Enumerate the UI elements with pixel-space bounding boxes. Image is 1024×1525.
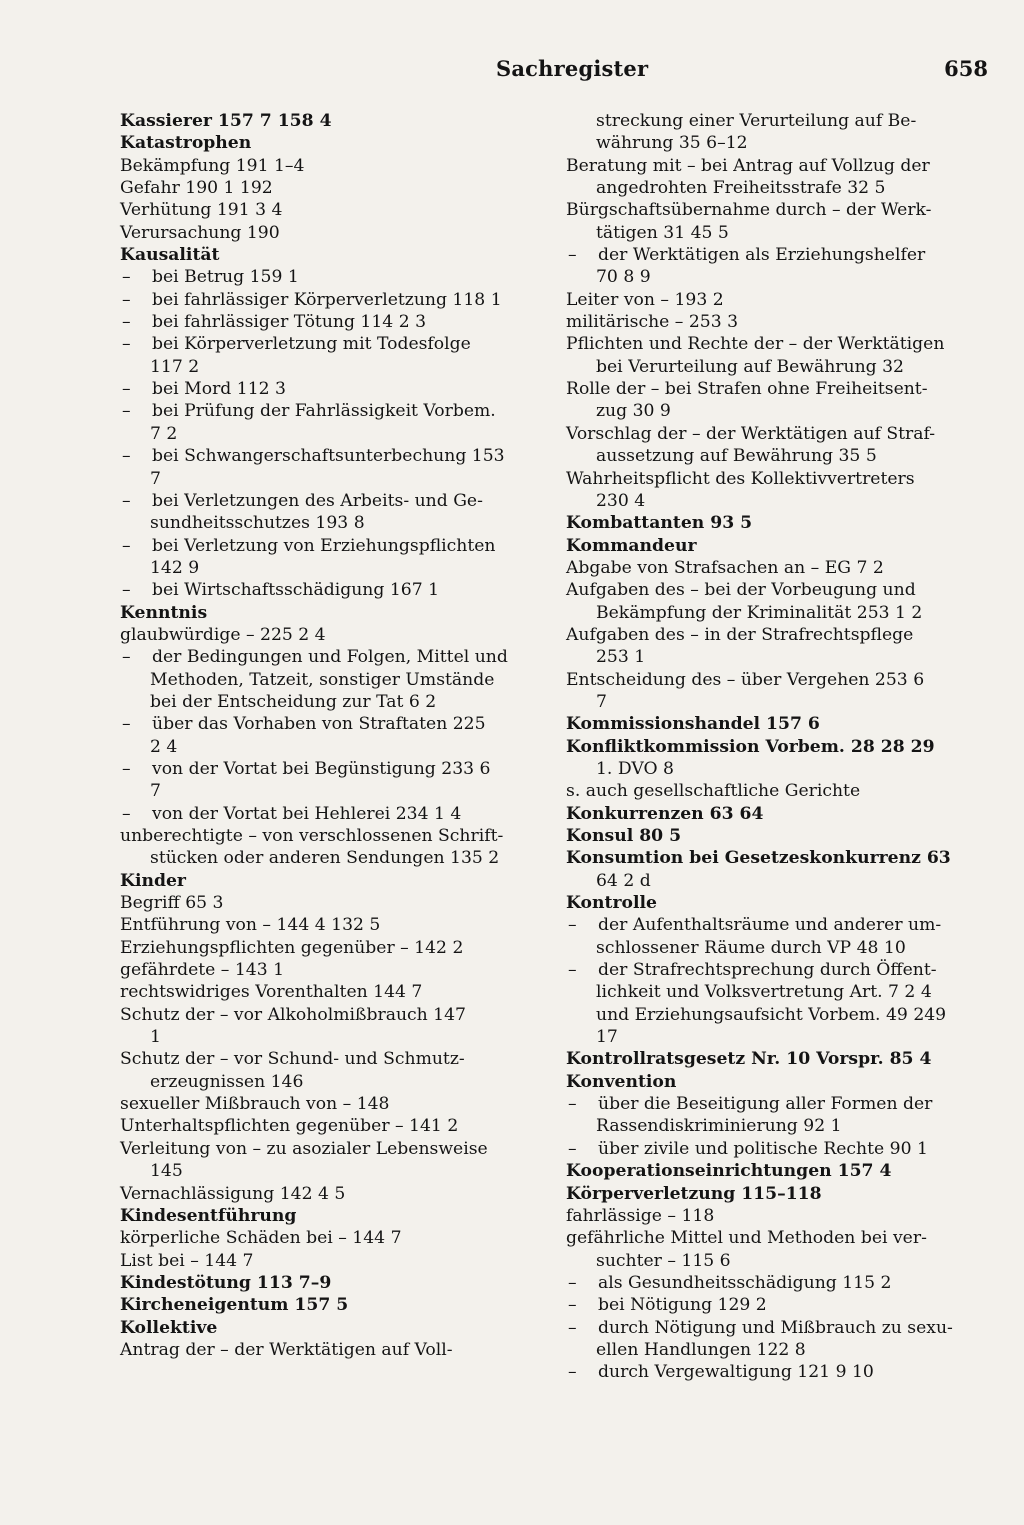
index-entry: Erziehungspflichten gegenüber – 142 2	[120, 937, 464, 958]
index-heading: Katastrophen	[120, 133, 252, 154]
index-heading: Kindestötung 113 7–9	[120, 1272, 332, 1293]
index-entry: 7 2	[150, 423, 178, 444]
index-heading: Konsul 80 5	[566, 826, 682, 846]
index-entry: 1. DVO 8	[596, 758, 674, 779]
index-entry: – der Werktätigen als Erziehungshelfer	[566, 244, 992, 266]
index-entry: 2 4	[150, 736, 178, 757]
index-entry: Rassendiskriminierung 92 1	[596, 1116, 842, 1137]
index-entry: Wahrheitspflicht des Kollektivvertreters	[566, 468, 915, 489]
index-entry: Gefahr 190 1 192	[120, 178, 273, 199]
index-entry: – als Gesundheitsschädigung 115 2	[566, 1272, 992, 1294]
index-heading: Kombattanten 93 5	[566, 513, 753, 534]
index-entry: – über die Beseitigung aller Formen der	[566, 1093, 992, 1115]
index-heading: Kinder	[120, 870, 186, 891]
index-entry: 142 9	[150, 557, 200, 578]
index-entry: währung 35 6–12	[596, 133, 748, 154]
index-entry: Unterhaltspflichten gegenüber – 141 2	[120, 1116, 459, 1137]
index-entry: suchter – 115 6	[596, 1250, 731, 1271]
index-entry: ellen Handlungen 122 8	[596, 1339, 806, 1360]
index-entry: 253 1	[596, 647, 646, 668]
index-entry: Schutz der – vor Schund- und Schmutz-	[120, 1049, 465, 1070]
index-entry: angedrohten Freiheitsstrafe 32 5	[596, 178, 886, 199]
index-entry: Aufgaben des – in der Strafrechtspflege	[566, 624, 914, 645]
index-entry: Rolle der – bei Strafen ohne Freiheitsent-	[566, 379, 928, 400]
index-entry: – bei Schwangerschaftsunterbechung 153	[120, 445, 545, 467]
index-heading: Konkurrenzen 63 64	[566, 803, 764, 824]
index-entry: Bekämpfung 191 1–4	[120, 155, 305, 176]
index-entry: – durch Nötigung und Mißbrauch zu sexu-	[566, 1317, 992, 1339]
index-entry: – der Aufenthaltsräume und anderer um-	[566, 914, 992, 936]
index-entry: Leiter von – 193 2	[566, 289, 724, 310]
index-entry: stücken oder anderen Sendungen 135 2	[150, 848, 500, 869]
index-entry: Bekämpfung der Kriminalität 253 1 2	[596, 602, 923, 623]
page-title: Sachregister	[496, 56, 649, 81]
index-heading: Kommandeur	[566, 535, 697, 556]
index-column-right	[566, 110, 992, 1384]
index-entry: – über zivile und politische Rechte 90 1	[566, 1138, 992, 1160]
index-entry: Entscheidung des – über Vergehen 253 6	[566, 669, 925, 690]
index-column-left	[120, 110, 545, 1361]
index-entry: tätigen 31 45 5	[596, 222, 729, 243]
index-entry: Beratung mit – bei Antrag auf Vollzug der	[566, 155, 930, 176]
index-entry: Verhütung 191 3 4	[120, 200, 283, 221]
index-entry: – bei Prüfung der Fahrlässigkeit Vorbem.	[120, 400, 545, 422]
index-entry: Vernachlässigung 142 4 5	[120, 1183, 346, 1204]
index-entry: – bei Verletzungen des Arbeits- und Ge-	[120, 490, 545, 512]
index-entry: und Erziehungsaufsicht Vorbem. 49 249	[596, 1004, 947, 1025]
index-heading: Kausalität	[120, 245, 220, 266]
index-heading: Kassierer 157 7 158 4	[120, 111, 332, 131]
index-entry: sundheitsschutzes 193 8	[150, 513, 365, 534]
index-entry: 64 2 d	[596, 870, 651, 891]
index-entry: – bei Mord 112 3	[120, 378, 545, 400]
index-entry: – bei Verletzung von Erziehungspflichten	[120, 535, 545, 557]
index-entry: fahrlässige – 118	[566, 1205, 715, 1226]
index-entry: rechtswidriges Vorenthalten 144 7	[120, 982, 423, 1003]
index-entry: – von der Vortat bei Hehlerei 234 1 4	[120, 803, 545, 825]
index-entry: Vorschlag der – der Werktätigen auf Straf-	[566, 423, 936, 444]
index-entry: 230 4	[596, 490, 646, 511]
index-entry: bei Verurteilung auf Bewährung 32	[596, 356, 904, 377]
index-entry: gefährdete – 143 1	[120, 960, 285, 981]
index-heading: Kindesentführung	[120, 1205, 297, 1226]
index-entry: glaubwürdige – 225 2 4	[120, 624, 326, 645]
index-entry: 17	[596, 1027, 618, 1048]
index-entry: Begriff 65 3	[120, 893, 224, 914]
index-entry: Pflichten und Rechte der – der Werktätigen	[566, 334, 945, 355]
index-entry: 117 2	[150, 356, 200, 377]
index-heading: Konfliktkommission Vorbem. 28 28 29	[566, 736, 935, 757]
index-heading: Kircheneigentum 157 5	[120, 1295, 349, 1316]
index-entry: List bei – 144 7	[120, 1250, 254, 1271]
index-entry: bei der Entscheidung zur Tat 6 2	[150, 691, 437, 712]
index-entry: – bei fahrlässiger Tötung 114 2 3	[120, 311, 545, 333]
index-entry: zug 30 9	[596, 401, 671, 422]
index-heading: Kontrollratsgesetz Nr. 10 Vorspr. 85 4	[566, 1049, 932, 1070]
index-entry: Schutz der – vor Alkoholmißbrauch 147	[120, 1004, 466, 1025]
index-heading: Kontrolle	[566, 893, 657, 914]
index-heading: Kooperationseinrichtungen 157 4	[566, 1161, 892, 1182]
index-entry: – von der Vortat bei Begünstigung 233 6	[120, 758, 545, 780]
index-entry: Verursachung 190	[120, 222, 280, 243]
index-entry: Verleitung von – zu asozialer Lebensweise	[120, 1138, 488, 1159]
index-entry: Methoden, Tatzeit, sonstiger Umstände	[150, 669, 495, 690]
index-entry: 7	[150, 468, 161, 489]
index-entry: aussetzung auf Bewährung 35 5	[596, 446, 877, 467]
index-entry: – bei Betrug 159 1	[120, 266, 545, 288]
index-heading: Kommissionshandel 157 6	[566, 714, 820, 735]
index-heading: Konsumtion bei Gesetzeskonkurrenz 63	[566, 848, 951, 869]
index-entry: gefährliche Mittel und Methoden bei ver-	[566, 1228, 927, 1249]
index-entry: – bei fahrlässiger Körperverletzung 118 1	[120, 289, 545, 311]
index-entry: 7	[150, 781, 161, 802]
index-entry: lichkeit und Volksvertretung Art. 7 2 4	[596, 982, 932, 1003]
index-entry: – durch Vergewaltigung 121 9 10	[566, 1361, 992, 1383]
index-entry: körperliche Schäden bei – 144 7	[120, 1228, 402, 1249]
index-entry: 145	[150, 1161, 183, 1182]
index-entry: schlossener Räume durch VP 48 10	[596, 937, 906, 958]
index-heading: Konvention	[566, 1071, 677, 1092]
index-entry: – bei Nötigung 129 2	[566, 1294, 992, 1316]
page-number: 658	[944, 56, 988, 81]
index-heading: Körperverletzung 115–118	[566, 1183, 822, 1204]
index-entry: Entführung von – 144 4 132 5	[120, 915, 381, 936]
index-heading: Kenntnis	[120, 602, 208, 623]
index-entry: – der Bedingungen und Folgen, Mittel und	[120, 646, 545, 668]
index-entry: militärische – 253 3	[566, 312, 739, 333]
index-entry: – über das Vorhaben von Straftaten 225	[120, 713, 545, 735]
index-entry: – bei Wirtschaftsschädigung 167 1	[120, 579, 545, 601]
index-entry: sexueller Mißbrauch von – 148	[120, 1094, 390, 1115]
index-entry: streckung einer Verurteilung auf Be-	[596, 111, 917, 131]
index-entry: erzeugnissen 146	[150, 1071, 304, 1092]
index-entry: – der Strafrechtsprechung durch Öffent-	[566, 959, 992, 981]
index-entry: Aufgaben des – bei der Vorbeugung und	[566, 580, 916, 601]
index-entry: 1	[150, 1027, 161, 1048]
index-entry: s. auch gesellschaftliche Gerichte	[566, 781, 861, 802]
index-entry: unberechtigte – von verschlossenen Schrift-	[120, 826, 504, 846]
index-entry: Bürgschaftsübernahme durch – der Werk-	[566, 200, 932, 221]
index-entry: Abgabe von Strafsachen an – EG 7 2	[566, 557, 884, 578]
index-entry: 7	[596, 691, 607, 712]
index-entry: Antrag der – der Werktätigen auf Voll-	[120, 1339, 453, 1360]
index-heading: Kollektive	[120, 1317, 218, 1338]
index-entry: 70 8 9	[596, 267, 651, 288]
index-entry: – bei Körperverletzung mit Todesfolge	[120, 333, 545, 355]
